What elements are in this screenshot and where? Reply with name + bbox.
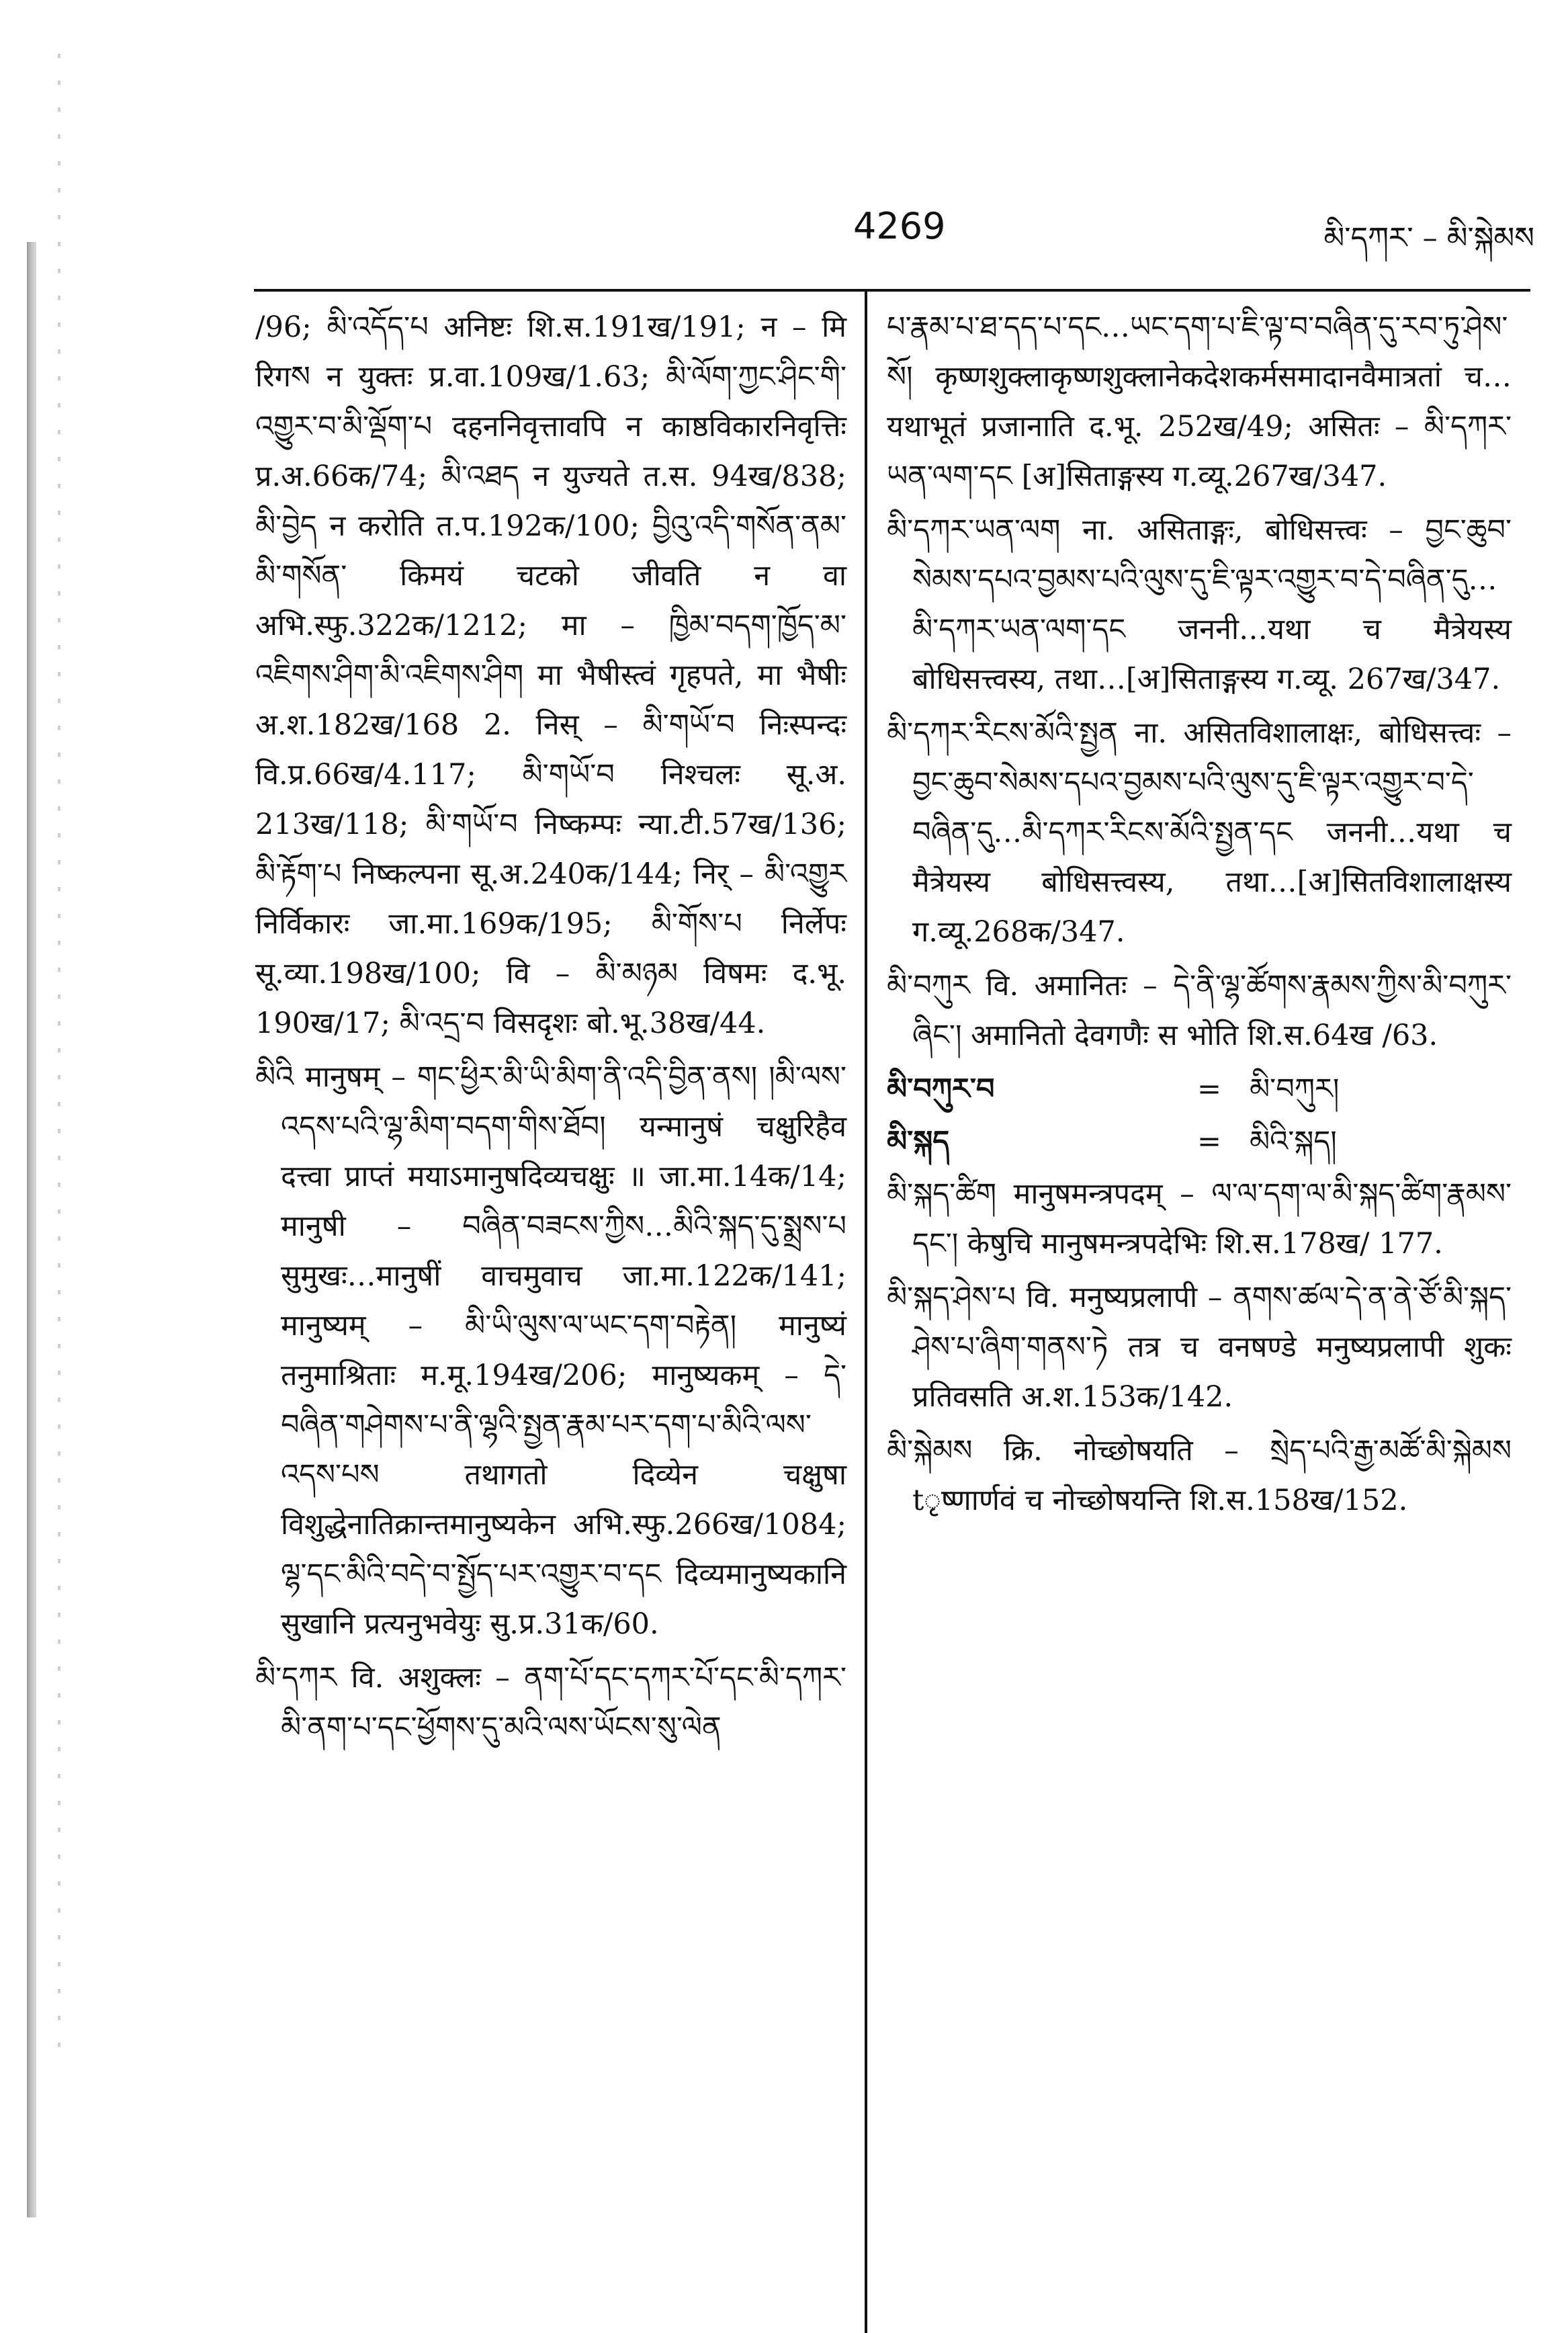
right-column xyxy=(887,302,1512,1529)
xref-equals: = xyxy=(1196,1072,1222,1106)
column-divider xyxy=(865,289,867,2333)
entry-mi-dkar-rings-moi-spyan: མི་དཀར་རིངས་མོའི་སྤྱན ना. असितविशालाक्षः, बोधिसत्त्वः – བྱང་ཆུབ་སེམས་དཔའ་བྱམས་པའི་ལུས་དུ་ཇི་ལྟར་འགྱུར་བ་དེ་བཞིན་དུ…མི་དཀར་རིངས་མོའི་སྤྱན་དང जननी…यथा च मैत्रेयस्य बोधिसत्त्वस्य, तथा…[अ]सितविशालाक्षस्य ग.व्यू.268क/347. xyxy=(887,716,1512,949)
entry-mii: མིའི मानुषम् – གང་ཕྱིར་མི་ཡི་མིག་ནི་འདི་བྱིན་ནས། །མི་ལས་འདས་པའི་ལྷ་མིག་བདག་གིས་ཐོབ། यन्मानुषं चक्षुरिहैव दत्त्वा प्राप्तं मयाऽमानुषदिव्यचक्षुः ॥ जा.मा.14क/14; मानुषी – བཞིན་བཟངས་ཀྱིས…མིའི་སྐད་དུ་སྨྲས་པ सुमुखः…मानुषीं वाचमुवाच जा.मा.122क/141; मानुष्यम् – མི་ཡི་ལུས་ལ་ཡང་དག་བརྟེན། मानुष्यं तनुमाश्रिताः म.मू.194ख/206; मानुष्यकम् – དེ་བཞིན་གཤེགས་པ་ནི་ལྷའི་སྤྱན་རྣམ་པར་དག་པ་མིའི་ལས་འདས་པས तथागतो दिव्येन चक्षुषा विशुद्धेनातिक्रान्तमानुष्यकेन अभि.स्फु.266ख/1084; ལྷ་དང་མིའི་བདེ་བ་སྤྱོད་པར་འགྱུར་བ་དང दिव्यमानुष्यकानि सुखानि प्रत्यनुभवेयुः सु.प्र.31क/60. xyxy=(255,1060,846,1641)
left-column xyxy=(255,302,846,1756)
binding-shadow xyxy=(27,242,36,2217)
entry-mi-skad-tshig: མི་སྐད་ཚིག मानुषमन्त्रपदम् – ལ་ལ་དག་ལ་མི་སྐད་ཚིག་རྣམས་དང་། केषुचि मानुषमन्त्रपदेभिः शि.स.178ख/ 177. xyxy=(887,1177,1512,1261)
xref-from: མི་བཀུར་བ xyxy=(887,1072,995,1106)
page-number: 4269 xyxy=(853,205,946,247)
binding-marks xyxy=(58,54,60,2070)
xref-equals: = xyxy=(1196,1125,1222,1158)
xref-from: མི་སྐད xyxy=(887,1125,950,1158)
entry-mi-dkar-yan-lag: མི་དཀར་ཡན་ལག ना. असिताङ्गः, बोधिसत्त्वः – བྱང་ཆུབ་སེམས་དཔའ་བྱམས་པའི་ལུས་དུ་ཇི་ལྟར་འགྱུར་བ་དེ་བཞིན་དུ…མི་དཀར་ཡན་ལག་དང जननी…यथा च मैत्रेयस्य बोधिसत्त्वस्य, तथा…[अ]सिताङ्गस्य ग.व्यू. 267ख/347. xyxy=(887,513,1512,696)
header-rule xyxy=(254,289,1530,292)
entry-mi-skems: མི་སྐེམས क्रि. नोच्छोषयति – སྲེད་པའི་རྒྱ་མཚོ་མི་སྐེམས tृष्णार्णवं च नोच्छोषयन्ति शि.स.158ख/152. xyxy=(887,1434,1512,1517)
entry-continuation: /96; མི་འདོད་པ अनिष्टः शि.स.191ख/191; न – मि रिगས न युक्तः प्र.वा.109ख/1.63; མི་ལོག་ཀྱང་ཤིང་གི་འགྱུར་བ་མི་ལྡོག་པ दहननिवृत्तावपि न काष्ठविकारनिवृत्तिः प्र.अ.66क/74; མི་འཐད न युज्यते त.स. 94ख/838; མི་བྱེད न करोति त.प.192क/100; བྱིའུ་འདི་གསོན་ནམ་མི་གསོན་ किमयं चटको जीवति न वा अभि.स्फु.322क/1212; मा – ཁྱིམ་བདག་ཁྱོད་མ་འཇིགས་ཤིག་མི་འཇིགས་ཤིག मा भैषीस्त्वं गृहपते, मा भैषीः अ.श.182ख/168 2. निस् – མི་གཡོ་བ निःस्पन्दः वि.प्र.66ख/4.117; མི་གཡོ་བ निश्चलः सू.अ. 213ख/118; མི་གཡོ་བ निष्कम्पः न्या.टी.57ख/136; མི་རྟོག་པ निष्कल्पना सू.अ.240क/144; निर् – མི་འགྱུར निर्विकारः जा.मा.169क/195; མི་གོས་པ निर्लेपः सू.व्या.198ख/100; वि – མི་མཉམ विषमः द.भू. 190ख/17; མི་འདྲ་བ विसदृशः बो.भू.38ख/44. xyxy=(255,310,846,1040)
xref-to: མི་བཀུར། xyxy=(1250,1072,1340,1106)
xref-row xyxy=(887,1117,1512,1166)
xref-to: མིའི་སྐད། xyxy=(1250,1125,1337,1158)
entry-mi-dkar: མི་དཀར वि. अशुक्लः – ནག་པོ་དང་དཀར་པོ་དང་མི་དཀར་མི་ནག་པ་དང་ཕྱོགས་དུ་མའི་ལས་ཡོངས་སུ་ལེན xyxy=(255,1661,846,1744)
entry-mi-skad-shes-pa: མི་སྐད་ཤེས་པ वि. मनुष्यप्रलापी – ནགས་ཚལ་དེ་ན་ནེ་ཙོ་མི་སྐད་ཤེས་པ་ཞིག་གནས་ཏེ तत्र च वनषण्डे मनुष्यप्रलापी शुकः प्रतिवसति अ.श.153क/142. xyxy=(887,1281,1512,1414)
running-head: མི་དཀར་ – མི་སྐེམས xyxy=(1323,221,1534,255)
entry-mi-bkur: མི་བཀུར वि. अमानितः – དེ་ནི་ལྷ་ཚོགས་རྣམས་ཀྱིས་མི་བཀུར་ཞིང་། अमानितो देवगणैः स भोति शि.स.64ख /63. xyxy=(887,969,1512,1052)
xref-row xyxy=(887,1064,1512,1114)
entry-continuation-right: པ་རྣམ་པ་ཐ་དད་པ་དང…ཡང་དག་པ་ཇི་ལྟ་བ་བཞིན་དུ་རབ་ཏུ་ཤེས་སོ། कृष्णशुक्लाकृष्णशुक्लानेकदेशकर्मसमादानवैमात्रतां च…यथाभूतं प्रजानाति द.भू. 252ख/49; असितः – མི་དཀར་ཡན་ལག་དང [अ]सिताङ्गस्य ग.व्यू.267ख/347. xyxy=(887,310,1512,493)
